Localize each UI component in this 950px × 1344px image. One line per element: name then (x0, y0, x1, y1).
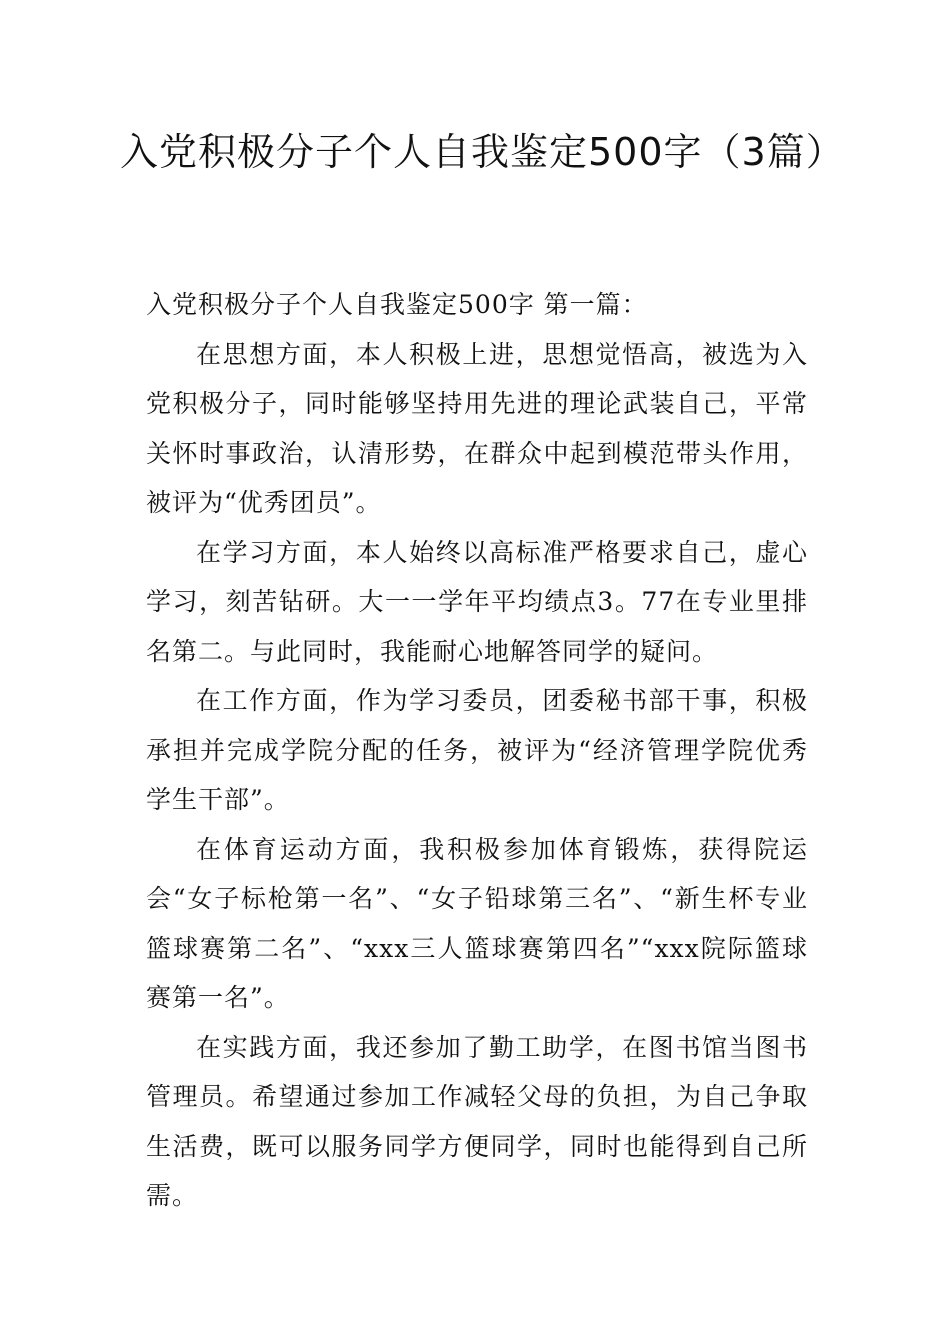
document-title: 入党积极分子个人自我鉴定500字（3篇） (120, 130, 845, 174)
paragraph-practice: 在实践方面，我还参加了勤工助学，在图书馆当图书管理员。希望通过参加工作减轻父母的负担，为自己争取生活费，既可以服务同学方便同学，同时也能得到自己所需。 (146, 1032, 808, 1210)
paragraph-thought: 在思想方面，本人积极上进，思想觉悟高，被选为入党积极分子，同时能够坚持用先进的理论武装自己，平常关怀时事政治，认清形势，在群众中起到模范带头作用，被评为“优秀团员”。 (146, 339, 808, 517)
paragraph-study: 在学习方面，本人始终以高标准严格要求自己，虚心学习，刻苦钻研。大一一学年平均绩点3。77在专业里排名第二。与此同时，我能耐心地解答同学的疑问。 (146, 537, 808, 666)
section-heading: 入党积极分子个人自我鉴定500字 第一篇： (146, 290, 648, 319)
paragraph-work: 在工作方面，作为学习委员，团委秘书部干事，积极承担并完成学院分配的任务，被评为“经济管理学院优秀学生干部”。 (146, 686, 808, 814)
paragraph-sports: 在体育运动方面，我积极参加体育锻炼，获得院运会“女子标枪第一名”、“女子铅球第三名”、“新生杯专业篮球赛第二名”、“xxx三人篮球赛第四名”“xxx院际篮球赛第一名”。 (146, 834, 808, 1012)
document-body (146, 280, 808, 1221)
